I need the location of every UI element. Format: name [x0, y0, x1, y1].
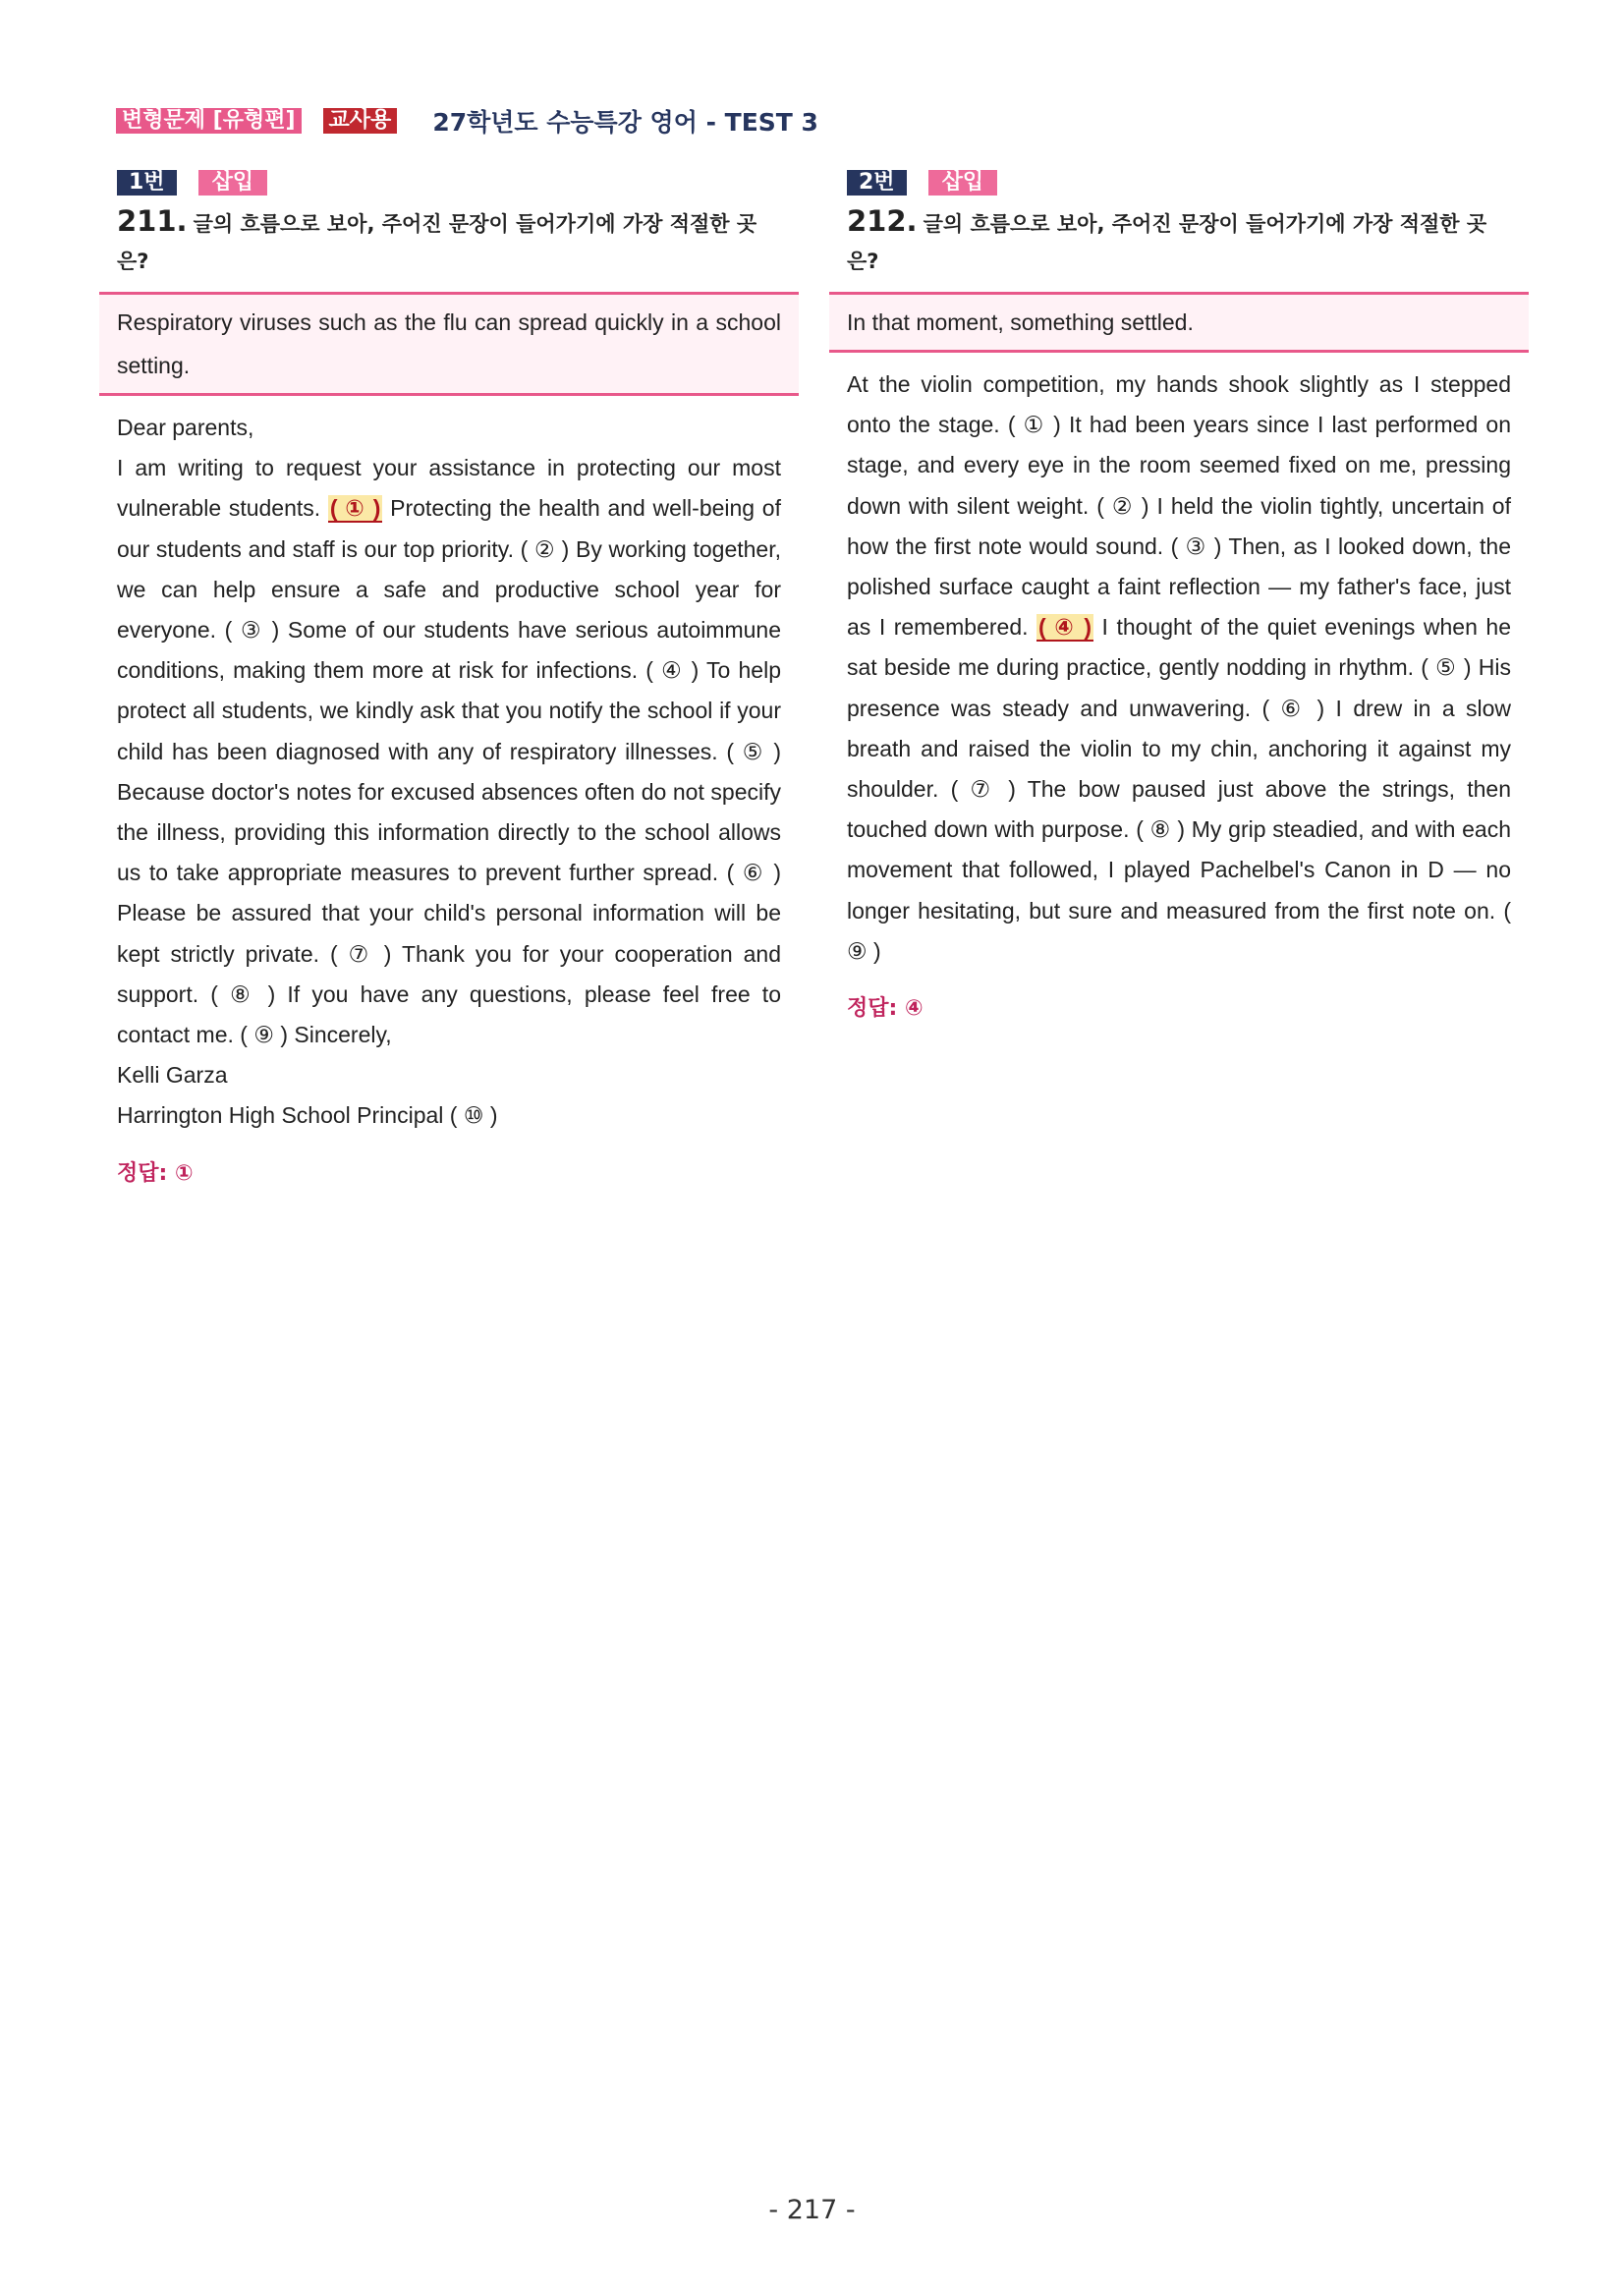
- question-2-column: [829, 169, 1529, 1022]
- passage-body: [847, 364, 1511, 972]
- answer-position-mark: ( ① ): [329, 495, 381, 522]
- page-header: [116, 104, 818, 138]
- passage-signer-title: Harrington High School Principal ( ⑩ ): [117, 1102, 498, 1129]
- question-1-given-sentence: Respiratory viruses such as the flu can spread quickly in a school setting.: [99, 292, 799, 396]
- passage-text-a: I am writing to request your assistance in protecting our most vulnerable students.: [117, 455, 781, 522]
- passage-signer: Kelli Garza: [117, 1062, 228, 1089]
- question-1-passage: [117, 408, 781, 1137]
- passage-text-b: Protecting the health and well-being of our students and staff is our top priority. ( ② ) By working together, we can help ensure a safe and productive school year for everyone. ( ③ ) Some of our students have serious autoimmune conditions, making them more at risk for infections. ( ④ ) To help protect all students, we kindly ask that you notify the school if your child has been diagnosed with any of respiratory illnesses. ( ⑤ ) Because doctor's notes for excused absences often do not specify the illness, providing this information directly to the school allows us to take appropriate measures to prevent further spread. ( ⑥ ) Please be assured that your child's personal information will be kept strictly private. ( ⑦ ) Thank you for your cooperation and support. ( ⑧ ) If you have any questions, please feel free to contact me. ( ⑨ ) Sincerely,: [117, 495, 781, 1048]
- question-1-column: [99, 169, 799, 1187]
- question-1-prompt: [117, 202, 781, 280]
- page-number: - 217 -: [768, 2195, 856, 2225]
- question-2-prompt: [847, 202, 1511, 280]
- question-1-answer: 정답: ①: [117, 1160, 194, 1186]
- question-2-given-sentence: In that moment, something settled.: [829, 292, 1529, 353]
- question-1-tags: [117, 169, 799, 196]
- question-2-answer: 정답: ④: [847, 996, 924, 1022]
- question-number-tag: 2번: [847, 170, 907, 196]
- question-number-tag: 1번: [117, 170, 177, 196]
- answer-position-mark: ( ④ ): [1038, 614, 1092, 641]
- question-2-passage: [847, 364, 1511, 972]
- question-2-number: 212.: [847, 204, 918, 238]
- question-2-tags: [847, 169, 1529, 196]
- passage-body: [117, 448, 781, 1055]
- question-2-text: 글의 흐름으로 보아, 주어진 문장이 들어가기에 가장 적절한 곳은?: [847, 212, 1487, 273]
- variant-problem-tag: 변형문제 [유형편]: [116, 108, 302, 134]
- question-1-number: 211.: [117, 204, 188, 238]
- teacher-edition-tag: 교사용: [323, 108, 398, 134]
- question-type-tag: 삽입: [928, 170, 998, 196]
- passage-salutation: Dear parents,: [117, 415, 254, 440]
- document-title: 27학년도 수능특강 영어 - TEST 3: [432, 108, 818, 137]
- passage-text-b: I thought of the quiet evenings when he sat beside me during practice, gently nodding in rhythm. ( ⑤ ) His presence was steady and unwavering. ( ⑥ ) I drew in a slow breath and raised the violin to my chin, anchoring it against my shoulder. ( ⑦ ) The bow paused just above the strings, then touched down with purpose. ( ⑧ ) My grip steadied, and with each movement that followed, I played Pachelbel's Canon in D — no longer hesitating, but sure and measured from the first note on. ( ⑨ ): [847, 614, 1511, 964]
- question-type-tag: 삽입: [198, 170, 268, 196]
- question-1-text: 글의 흐름으로 보아, 주어진 문장이 들어가기에 가장 적절한 곳은?: [117, 212, 757, 273]
- passage-text-a: At the violin competition, my hands shook slightly as I stepped onto the stage. ( ① ) It had been years since I last performed on stage, and every eye in the room seemed fixed on me, pressing down with silent weight. ( ② ) I held the violin tightly, uncertain of how the first note would sound. ( ③ ) Then, as I looked down, the polished surface caught a faint reflection — my father's face, just as I remembered.: [847, 371, 1511, 641]
